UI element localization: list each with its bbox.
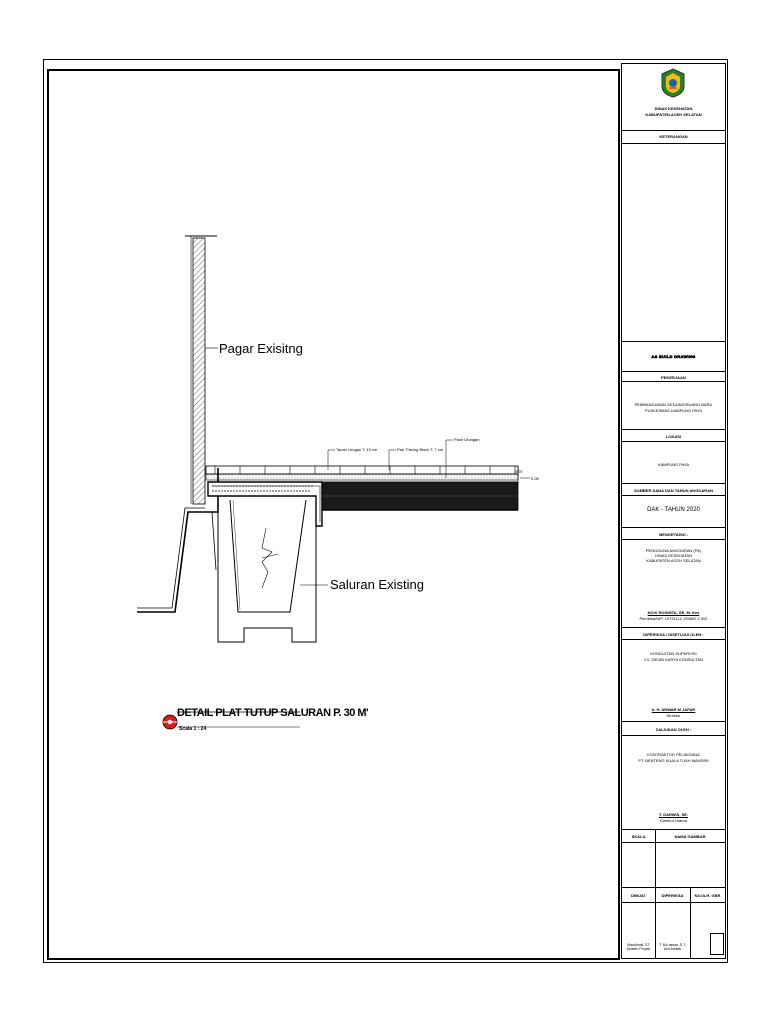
- pekerjaan-header: [622, 372, 725, 382]
- foot-1-line-2: Asisten Proyek: [626, 947, 651, 951]
- mengetahui-body: [622, 540, 725, 628]
- diajukan-header: [622, 722, 725, 736]
- mengetahui-header: [622, 528, 725, 540]
- detail-scale: Scala 1 : 24: [179, 726, 207, 732]
- diperiksa-line-1: KONSULTAN SUPERVISI: [650, 651, 697, 656]
- existing-channel: [218, 500, 316, 642]
- pekerjaan-label: PEKERJAAN: [661, 375, 686, 380]
- mengetahui-line-1: PENGGUNA ANGGARAN (PA): [645, 548, 702, 553]
- agency-line-1: DINAS KESEHATAN: [654, 106, 693, 111]
- skala-section: [622, 830, 725, 888]
- dimension-1: 0.07: [515, 469, 523, 474]
- regency-emblem-icon: [660, 68, 686, 98]
- as-build-banner: [622, 342, 725, 372]
- sheet-number-box: [710, 933, 724, 955]
- agency-header: [622, 64, 725, 144]
- callout-fill-soil: Tanah Urugan T. 15 cm: [336, 447, 378, 452]
- agency-line-2: KABUPATEN ACEH SELATAN: [645, 112, 702, 117]
- detail-title: DETAIL PLAT TUTUP SALURAN P. 30 M': [177, 707, 369, 719]
- lokasi-value: KAMPUNG PAYA: [657, 462, 690, 467]
- leader-lines: [300, 440, 530, 585]
- sumber-value: DAK - TAHUN 2020: [647, 507, 700, 513]
- pekerjaan-line-1: PEMBANGUNAN GEDUNG/RUANG BARU: [634, 402, 713, 407]
- skala-label: SKALA: [631, 834, 646, 839]
- signatory-2-name: Ir. H. ANWAR M JAFAR: [651, 707, 696, 712]
- mengetahui-label: MENGETAHUI :: [658, 532, 689, 537]
- dibuat-label: DIBUAT: [631, 893, 646, 898]
- signatory-3-name: T. DARWIS, SE.: [658, 812, 689, 817]
- sumber-body: [622, 496, 725, 528]
- signatory-1-name: NOVI ROSMITA, SE, M. Kes: [647, 610, 700, 615]
- lokasi-header: [622, 430, 725, 442]
- foot-1-line-1: Masdimail, ST: [627, 943, 650, 947]
- fence-label: Pagar Exisitng: [219, 341, 303, 356]
- callout-sand: Pasir Urungan: [454, 437, 480, 442]
- keterangan-space: [622, 144, 725, 342]
- sumber-label: SUMBER DANA DAN TAHUN ANGGARAN: [634, 488, 713, 493]
- dimension-2: 0.05: [531, 476, 539, 481]
- channel-label: Saluran Existing: [330, 577, 424, 592]
- as-build-title: AS BUILD DRAWING: [651, 354, 696, 359]
- signatory-1-nip: Pembina/NIP. 19731112 199802 2 002: [639, 616, 708, 621]
- pekerjaan-body: [622, 382, 725, 430]
- ground-profile: [137, 468, 218, 612]
- diperiksa-2-label: DIPERIKSA: [661, 893, 684, 898]
- diperiksa-line-2: CV. GEUBI KARYA KONSULTAN: [644, 657, 703, 662]
- fence-wall: [185, 236, 218, 504]
- sign-off-section: [622, 888, 725, 958]
- diajukan-line-2: PT. BENTENG KUALA TUAH MANDIRI: [638, 758, 709, 763]
- diajukan-label: DIAJUKAN OLEH :: [655, 727, 692, 732]
- diperiksa-label: DIPERIKSA / DISETUJUI OLEH :: [643, 632, 704, 637]
- callout-paving-block: Pas. Paving Block T. 7 cm: [397, 447, 444, 452]
- diperiksa-header: [622, 628, 725, 640]
- signatory-3-role: Direktur Utama: [660, 818, 687, 823]
- lokasi-body: [622, 442, 725, 484]
- lokasi-label: LOKASI: [665, 434, 682, 439]
- pekerjaan-line-2: PUSKESMAS KAMPUNG PAYA: [644, 408, 703, 413]
- diperiksa-body: [622, 640, 725, 722]
- cover-slab: [208, 482, 322, 526]
- foot-2-line-2: Ahli Arsitek: [663, 947, 682, 951]
- diajukan-line-1: KONTRAKTOR PELAKSANA: [647, 752, 700, 757]
- foot-2-line-1: T. Mu aswar, S.T.: [659, 943, 686, 947]
- diajukan-body: [622, 736, 725, 830]
- keterangan-label: KETERANGAN: [659, 134, 688, 139]
- sumber-header: [622, 484, 725, 496]
- nama-gambar-label: NAMA GAMBAR: [674, 834, 706, 839]
- mengetahui-line-2: DINAS KESEHATAN: [655, 553, 692, 558]
- nojlh-label: NO/JLH. GBR: [694, 893, 721, 898]
- title-block: [621, 63, 726, 959]
- mengetahui-line-3: KABUPATEN ACEH SELATAN: [646, 558, 701, 563]
- signatory-2-role: Direktur: [666, 713, 681, 718]
